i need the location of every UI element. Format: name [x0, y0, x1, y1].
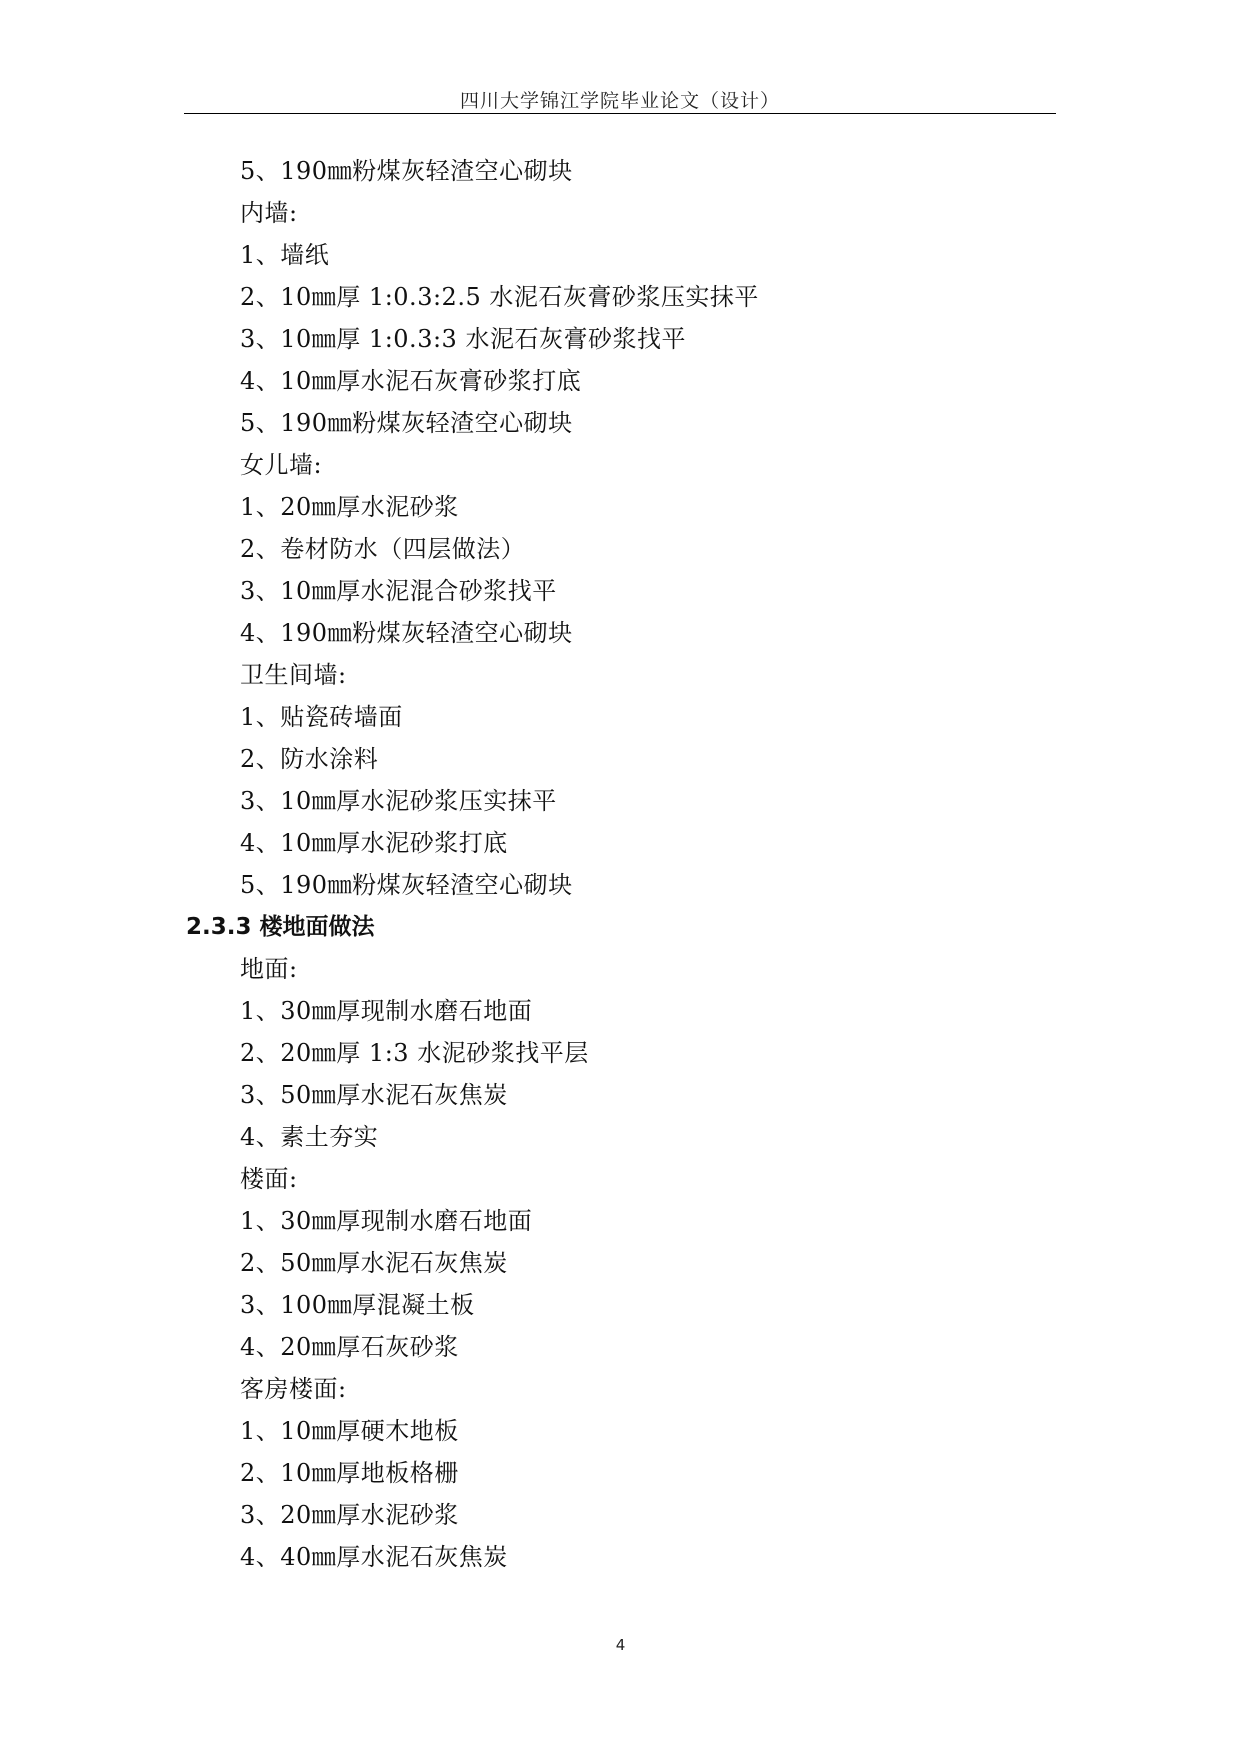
body-line: 客房楼面: [240, 1375, 347, 1403]
body-line: 3、50㎜厚水泥石灰焦炭 [240, 1081, 508, 1109]
body-line: 女儿墙: [240, 451, 323, 479]
body-line: 5、190㎜粉煤灰轻渣空心砌块 [240, 157, 573, 185]
body-line: 3、10㎜厚水泥砂浆压实抹平 [240, 787, 557, 815]
body-line: 2、10㎜厚地板格栅 [240, 1459, 459, 1487]
body-line: 1、墙纸 [240, 241, 330, 269]
body-line: 4、10㎜厚水泥砂浆打底 [240, 829, 508, 857]
body-line: 1、20㎜厚水泥砂浆 [240, 493, 459, 521]
body-line: 3、10㎜厚水泥混合砂浆找平 [240, 577, 557, 605]
body-line: 4、40㎜厚水泥石灰焦炭 [240, 1543, 508, 1571]
body-line: 4、190㎜粉煤灰轻渣空心砌块 [240, 619, 573, 647]
body-line: 1、30㎜厚现制水磨石地面 [240, 997, 533, 1025]
section-heading: 2.3.3 楼地面做法 [186, 914, 375, 940]
body-line: 1、10㎜厚硬木地板 [240, 1417, 459, 1445]
body-line: 1、30㎜厚现制水磨石地面 [240, 1207, 533, 1235]
body-line: 2、20㎜厚 1:3 水泥砂浆找平层 [240, 1039, 589, 1067]
body-line: 1、贴瓷砖墙面 [240, 703, 403, 731]
body-line: 3、100㎜厚混凝土板 [240, 1291, 475, 1319]
body-line: 4、素土夯实 [240, 1123, 379, 1151]
page-header-title: 四川大学锦江学院毕业论文（设计） [459, 90, 780, 112]
body-line: 楼面: [240, 1165, 298, 1193]
body-line: 3、20㎜厚水泥砂浆 [240, 1501, 459, 1529]
body-line: 卫生间墙: [240, 661, 347, 689]
body-line: 5、190㎜粉煤灰轻渣空心砌块 [240, 871, 573, 899]
body-line: 2、10㎜厚 1:0.3:2.5 水泥石灰膏砂浆压实抹平 [240, 283, 759, 311]
body-line: 2、卷材防水（四层做法） [240, 535, 526, 563]
body-line: 内墙: [240, 199, 298, 227]
body-line: 3、10㎜厚 1:0.3:3 水泥石灰膏砂浆找平 [240, 325, 686, 353]
body-line: 5、190㎜粉煤灰轻渣空心砌块 [240, 409, 573, 437]
body-line: 地面: [240, 955, 298, 983]
page-number: 4 [615, 1636, 626, 1654]
body-line: 2、防水涂料 [240, 745, 379, 773]
body-line: 4、10㎜厚水泥石灰膏砂浆打底 [240, 367, 582, 395]
body-line: 2、50㎜厚水泥石灰焦炭 [240, 1249, 508, 1277]
header-rule [184, 113, 1056, 114]
body-line: 4、20㎜厚石灰砂浆 [240, 1333, 459, 1361]
